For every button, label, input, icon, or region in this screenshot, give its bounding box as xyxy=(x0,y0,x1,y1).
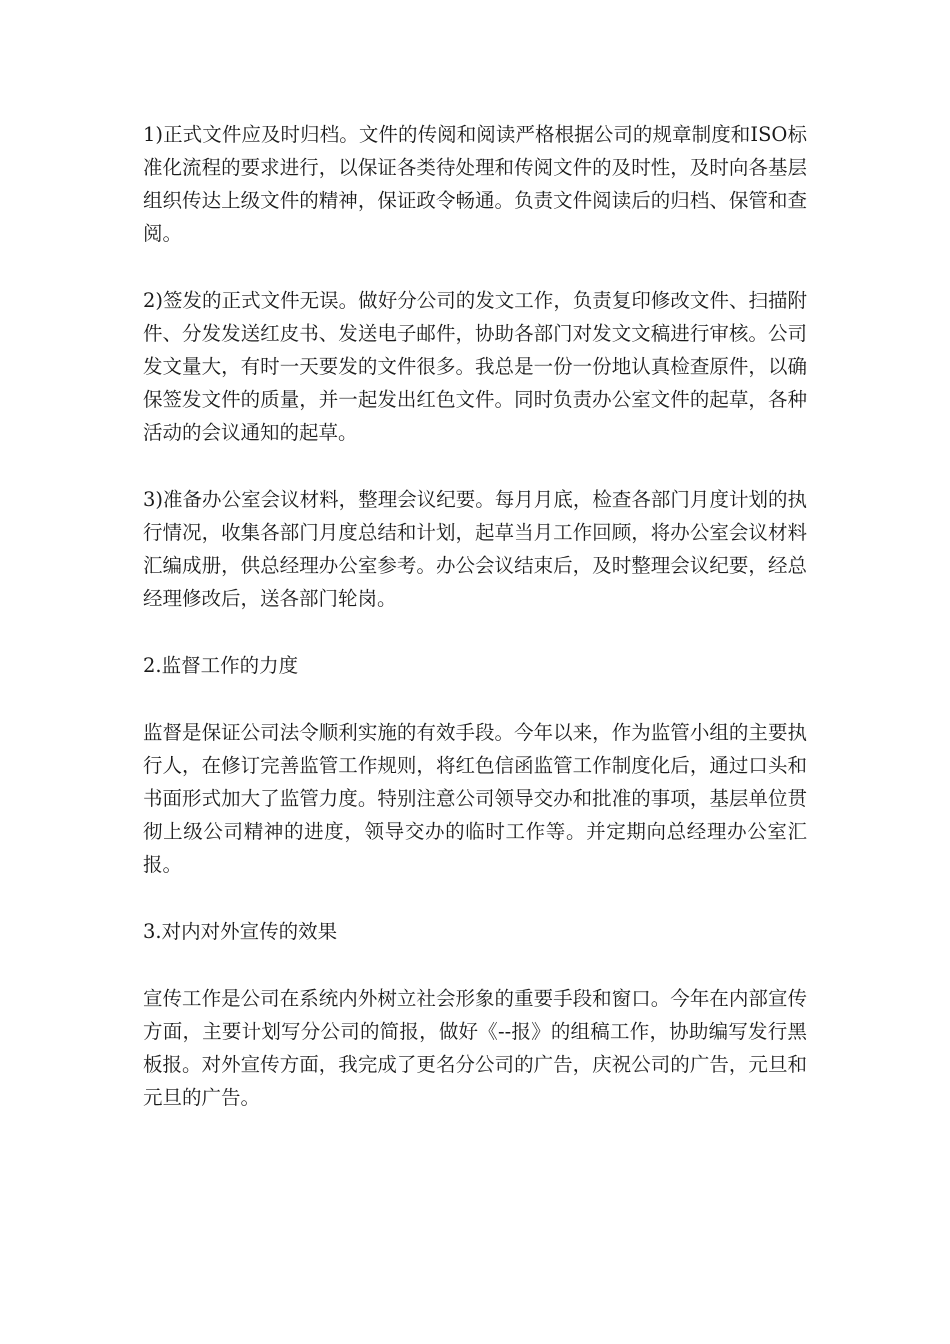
paragraph-issuing: 2)签发的正式文件无误。做好分公司的发文工作，负责复印修改文件、扫描附件、分发发送红皮书、发送电子邮件，协助各部门对发文文稿进行审核。公司发文量大，有时一天要发的文件很多。我总是一份一份地认真检查原件，以确保签发文件的质量，并一起发出红色文件。同时负责办公室文件的起草，各种活动的会议通知的起草。 xyxy=(143,289,807,444)
section-heading-supervision: 2.监督工作的力度 xyxy=(143,654,299,677)
section-heading-publicity: 3.对内对外宣传的效果 xyxy=(143,920,338,943)
paragraph-supervision: 监督是保证公司法令顺利实施的有效手段。今年以来，作为监管小组的主要执行人，在修订完善监管工作规则，将红色信函监管工作制度化后，通过口头和书面形式加大了监管力度。特别注意公司领导交办和批准的事项，基层单位贯彻上级公司精神的进度，领导交办的临时工作等。并定期向总经理办公室汇报。 xyxy=(143,721,807,876)
paragraph-archiving: 1)正式文件应及时归档。文件的传阅和阅读严格根据公司的规章制度和ISO标准化流程的要求进行，以保证各类待处理和传阅文件的及时性，及时向各基层组织传达上级文件的精神，保证政令畅通。负责文件阅读后的归档、保管和查阅。 xyxy=(143,123,807,245)
document-body xyxy=(143,118,807,1148)
paragraph-meetings: 3)准备办公室会议材料，整理会议纪要。每月月底，检查各部门月度计划的执行情况，收集各部门月度总结和计划，起草当月工作回顾，将办公室会议材料汇编成册，供总经理办公室参考。办公会议结束后，及时整理会议纪要，经总经理修改后，送各部门轮岗。 xyxy=(143,488,807,610)
paragraph-publicity: 宣传工作是公司在系统内外树立社会形象的重要手段和窗口。今年在内部宣传方面，主要计划写分公司的简报，做好《--报》的组稿工作，协助编写发行黑板报。对外宣传方面，我完成了更名分公司的广告，庆祝公司的广告，元旦和元旦的广告。 xyxy=(143,987,807,1109)
